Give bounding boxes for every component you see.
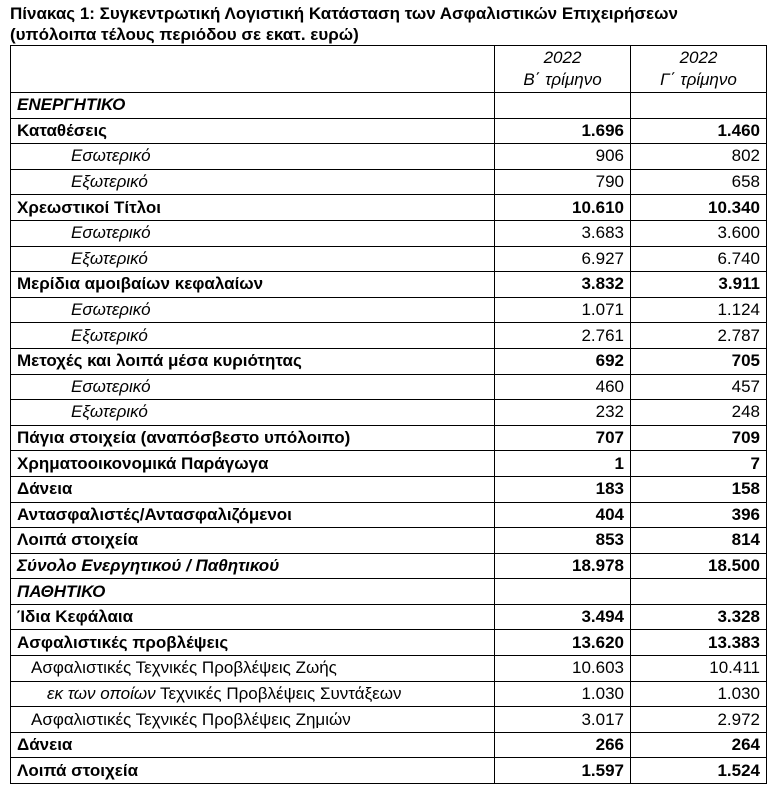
value-q3: 3.600 (631, 220, 767, 246)
table-row (11, 604, 767, 630)
value-q2: 906 (495, 144, 631, 170)
table-row (11, 502, 767, 528)
table-title (10, 3, 770, 45)
table-row (11, 425, 767, 451)
value-q3: 248 (631, 400, 767, 426)
column-year: 2022 (543, 48, 582, 67)
value-q3: 709 (631, 425, 767, 451)
value-q3: 158 (631, 476, 767, 502)
table-row (11, 732, 767, 758)
value-q3: 18.500 (631, 553, 767, 579)
value-q3: 10.411 (631, 656, 767, 682)
row-label: Εσωτερικό (11, 144, 495, 170)
value-q3: 7 (631, 451, 767, 477)
row-label: Εξωτερικό (11, 323, 495, 349)
row-label: Ίδια Κεφάλαια (11, 604, 495, 630)
value-q2 (495, 579, 631, 605)
value-q3: 814 (631, 528, 767, 554)
balance-sheet-table (10, 45, 767, 784)
value-q2: 692 (495, 348, 631, 374)
row-label: Εξωτερικό (11, 400, 495, 426)
row-label: Δάνεια (11, 732, 495, 758)
row-label: Μετοχές και λοιπά μέσα κυριότητας (11, 348, 495, 374)
value-q3: 2.972 (631, 707, 767, 733)
title-line-2: (υπόλοιπα τέλους περιόδου σε εκατ. ευρώ) (10, 25, 359, 44)
value-q2: 183 (495, 476, 631, 502)
value-q2: 707 (495, 425, 631, 451)
value-q2: 3.494 (495, 604, 631, 630)
title-line-1: Πίνακας 1: Συγκεντρωτική Λογιστική Κατάσταση των Ασφαλιστικών Επιχειρήσεων (10, 4, 678, 23)
table-row (11, 707, 767, 733)
table-row (11, 681, 767, 707)
row-label: Ασφαλιστικές προβλέψεις (11, 630, 495, 656)
value-q2: 13.620 (495, 630, 631, 656)
row-label: Λοιπά στοιχεία (11, 528, 495, 554)
column-quarter: Γ΄ τρίμηνο (660, 70, 737, 89)
column-header-q3 (631, 46, 767, 93)
value-q2: 460 (495, 374, 631, 400)
value-q3: 457 (631, 374, 767, 400)
value-q3: 13.383 (631, 630, 767, 656)
row-label: Πάγια στοιχεία (αναπόσβεστο υπόλοιπο) (11, 425, 495, 451)
table-row (11, 528, 767, 554)
row-label: Χρεωστικοί Τίτλοι (11, 195, 495, 221)
table-row (11, 118, 767, 144)
row-label: Καταθέσεις (11, 118, 495, 144)
table-row (11, 476, 767, 502)
value-q2: 232 (495, 400, 631, 426)
table-row (11, 93, 767, 119)
header-row (11, 46, 767, 93)
label-header (11, 46, 495, 93)
row-label: Εσωτερικό (11, 220, 495, 246)
table-row (11, 195, 767, 221)
value-q2: 1.030 (495, 681, 631, 707)
value-q2: 790 (495, 169, 631, 195)
table-row (11, 758, 767, 784)
table-row (11, 272, 767, 298)
value-q3: 1.124 (631, 297, 767, 323)
row-label: Εξωτερικό (11, 169, 495, 195)
value-q3: 1.460 (631, 118, 767, 144)
value-q3: 802 (631, 144, 767, 170)
value-q2: 10.610 (495, 195, 631, 221)
value-q3 (631, 579, 767, 605)
table-row (11, 323, 767, 349)
row-label-text: Τεχνικές Προβλέψεις Συντάξεων (155, 683, 402, 703)
row-label (11, 681, 495, 707)
value-q3: 3.328 (631, 604, 767, 630)
total-row (11, 553, 767, 579)
value-q2: 1.597 (495, 758, 631, 784)
row-label: Εσωτερικό (11, 374, 495, 400)
row-label: ΕΝΕΡΓΗΤΙΚΟ (11, 93, 495, 119)
value-q2: 404 (495, 502, 631, 528)
table-row (11, 630, 767, 656)
row-label: Σύνολο Ενεργητικού / Παθητικού (11, 553, 495, 579)
value-q3: 3.911 (631, 272, 767, 298)
value-q2: 6.927 (495, 246, 631, 272)
value-q2: 3.683 (495, 220, 631, 246)
value-q3: 2.787 (631, 323, 767, 349)
row-label: Δάνεια (11, 476, 495, 502)
row-label: Ασφαλιστικές Τεχνικές Προβλέψεις Ζωής (11, 656, 495, 682)
value-q3: 1.524 (631, 758, 767, 784)
value-q2: 1 (495, 451, 631, 477)
row-label: Μερίδια αμοιβαίων κεφαλαίων (11, 272, 495, 298)
value-q2: 3.017 (495, 707, 631, 733)
column-quarter: Β΄ τρίμηνο (523, 70, 602, 89)
value-q3: 396 (631, 502, 767, 528)
table-row (11, 579, 767, 605)
table-row (11, 144, 767, 170)
row-label: Αντασφαλιστές/Αντασφαλιζόμενοι (11, 502, 495, 528)
row-label: Χρηματοοικονομικά Παράγωγα (11, 451, 495, 477)
value-q2: 1.071 (495, 297, 631, 323)
value-q3: 705 (631, 348, 767, 374)
value-q2: 853 (495, 528, 631, 554)
table-row (11, 451, 767, 477)
table-row (11, 656, 767, 682)
column-year: 2022 (679, 48, 718, 67)
value-q2: 266 (495, 732, 631, 758)
value-q3: 1.030 (631, 681, 767, 707)
value-q2: 18.978 (495, 553, 631, 579)
value-q3: 264 (631, 732, 767, 758)
value-q3: 10.340 (631, 195, 767, 221)
value-q3 (631, 93, 767, 119)
table-row (11, 348, 767, 374)
table-row (11, 169, 767, 195)
row-label: Λοιπά στοιχεία (11, 758, 495, 784)
value-q2: 3.832 (495, 272, 631, 298)
value-q2: 2.761 (495, 323, 631, 349)
column-header-q2 (495, 46, 631, 93)
row-label: Εξωτερικό (11, 246, 495, 272)
table-row (11, 220, 767, 246)
row-label: Εσωτερικό (11, 297, 495, 323)
value-q2: 10.603 (495, 656, 631, 682)
row-label: ΠΑΘΗΤΙΚΟ (11, 579, 495, 605)
table-row (11, 400, 767, 426)
value-q2 (495, 93, 631, 119)
row-label-prefix: εκ των οποίων (47, 683, 156, 703)
row-label: Ασφαλιστικές Τεχνικές Προβλέψεις Ζημιών (11, 707, 495, 733)
value-q2: 1.696 (495, 118, 631, 144)
table-row (11, 297, 767, 323)
value-q3: 658 (631, 169, 767, 195)
table-row (11, 246, 767, 272)
value-q3: 6.740 (631, 246, 767, 272)
table-row (11, 374, 767, 400)
